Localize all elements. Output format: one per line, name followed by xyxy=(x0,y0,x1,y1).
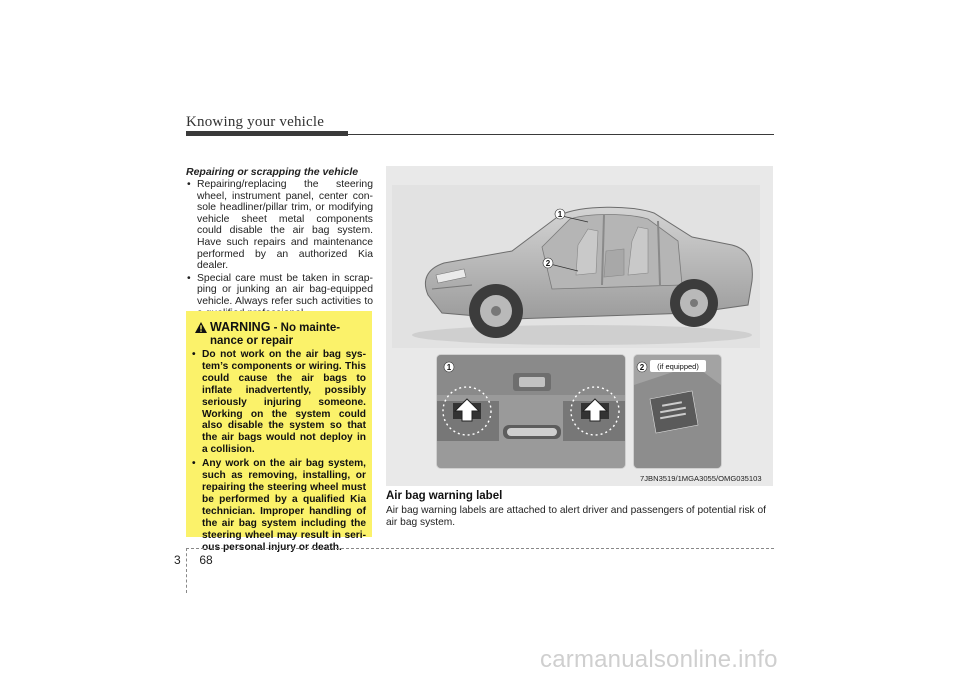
chapter-number: 3 xyxy=(174,553,181,567)
warning-list xyxy=(191,349,366,555)
sun-visor-detail xyxy=(436,354,626,469)
repair-section-heading: Repairing or scrapping the vehicle xyxy=(186,166,359,178)
figure-code: 7JBN3519/1MGA3055/OMG035103 xyxy=(640,474,762,483)
page-header-title: Knowing your vehicle xyxy=(186,114,325,130)
car-illustration xyxy=(392,185,760,348)
warning-heading xyxy=(210,321,370,348)
repair-bullet: • Special care must be taken in scrap- ping or junking an air bag-equipped vehicle. Always refer such activities to xyxy=(186,273,373,319)
watermark: carmanualsonline.info xyxy=(540,646,778,673)
warning-label: WARNING xyxy=(210,320,271,334)
warning-subtitle: - No mainte- nance or repair xyxy=(210,322,341,347)
car-callout-1: 1 xyxy=(557,210,563,219)
warning-item: • Any work on the air bag system, such as removing, installing, or repairing the steering wheel must be performed by a qualified Kia technician. Improper handling of the air bag system including the steering wheel may result in seri- ous personal injury or death. xyxy=(191,458,366,553)
warning-triangle-icon xyxy=(195,320,207,338)
header-bar xyxy=(186,131,348,136)
repair-bullet-list xyxy=(186,179,373,320)
repair-bullet: • Repairing/replacing the steering wheel, instrument panel, center con- sole headliner/pillar trim, or modifying vehicle sheet metal components could disable the air bag system. Have such repairs and maintenance performed by an authorized Kia dealer. xyxy=(186,179,373,272)
car-callout-2: 2 xyxy=(545,259,551,268)
warning-item: • Do not work on the air bag sys- tem’s components or wiring. This could cause the air bags to inflate inadvertently, possibly seriously injuring someone. Working on the system could also disable the system so that the air bags would not deploy in a collision. xyxy=(191,349,366,456)
detail-2-number: 2 xyxy=(639,363,645,372)
warning-box xyxy=(186,311,372,553)
pillar-label-detail xyxy=(633,354,722,469)
detail-1-number: 1 xyxy=(446,363,452,372)
if-equipped-note: (if equipped) xyxy=(657,362,699,371)
airbag-label-text: Air bag warning labels are attached to alert driver and passengers of potential risk of air bag system. xyxy=(386,505,766,528)
page-number-value: 68 xyxy=(199,553,213,567)
footer-rule xyxy=(186,548,774,549)
airbag-label-heading: Air bag warning label xyxy=(386,490,503,502)
page-number xyxy=(174,553,213,567)
